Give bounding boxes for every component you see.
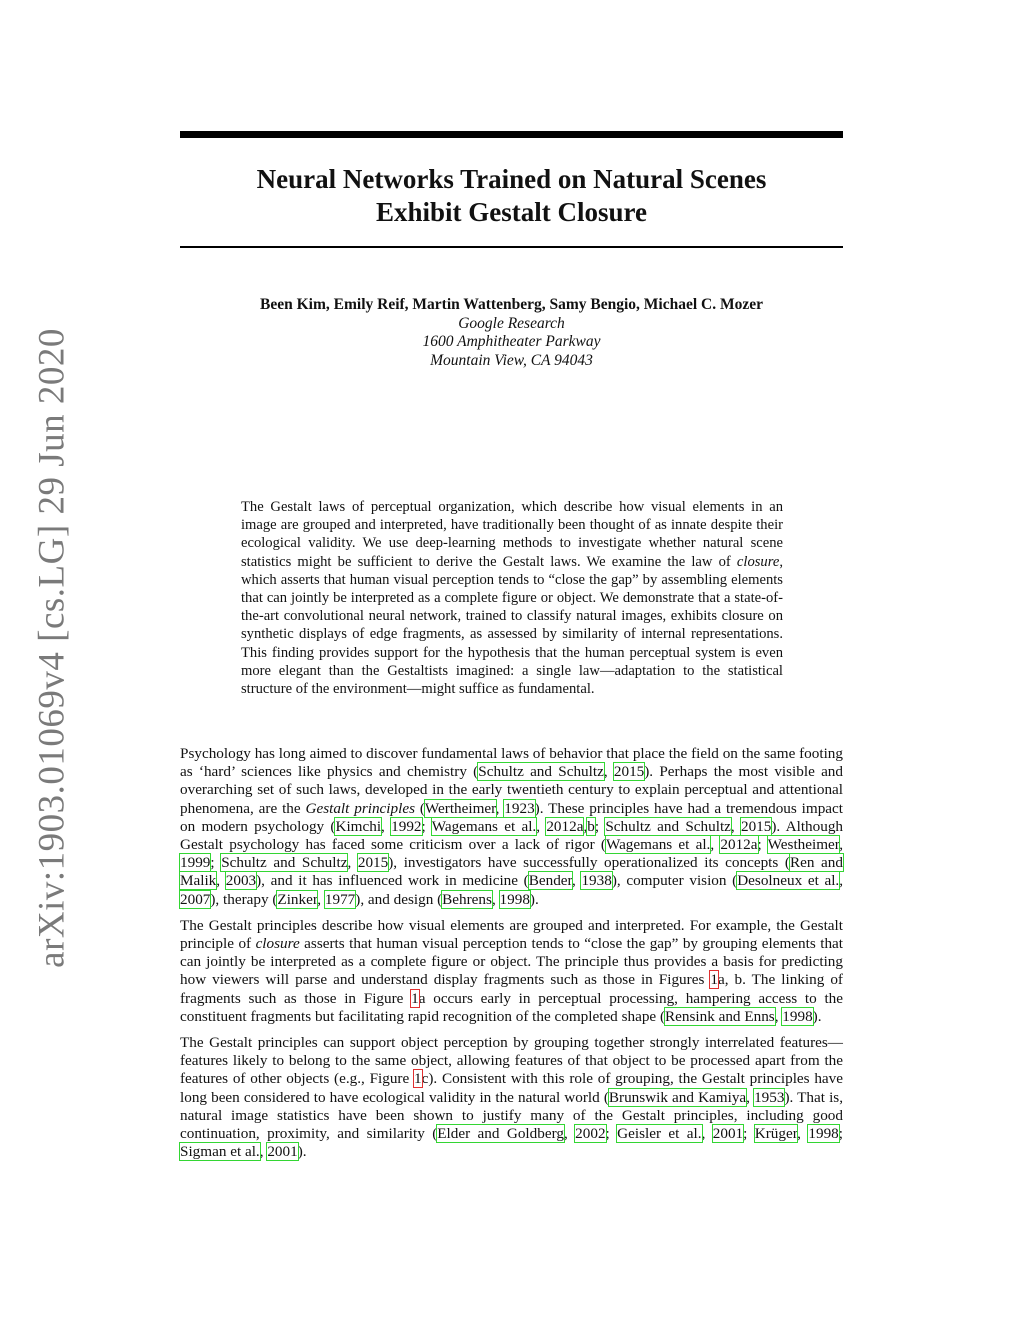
- text: ,: [797, 1125, 809, 1143]
- abstract-text-1: The Gestalt laws of perceptual organization, which describe how visual elements in an image are grouped and interpreted, have traditionally been thought of as innate despite their ecological validity. We use deep-learning methods to investigate whether natural scene statistics might be sufficient to derive the Gestalt laws. We examine the law of: [241, 499, 783, 570]
- title-top-rule: [180, 131, 843, 138]
- citation-link[interactable]: 1953: [754, 1088, 785, 1106]
- text: ), and it has influenced work in medicine (: [256, 872, 529, 890]
- citation-link[interactable]: 1977: [324, 890, 356, 908]
- text: ,: [259, 1143, 268, 1161]
- author-names: Been Kim, Emily Reif, Martin Wattenberg, Samy Bengio, Michael C. Mozer: [260, 296, 763, 313]
- text: ,: [774, 1007, 783, 1025]
- citation-link[interactable]: Schultz and Schultz: [221, 854, 348, 872]
- text: ), computer vision (: [611, 872, 738, 890]
- text: ), investigators have successfully operationalized its concepts (: [388, 854, 790, 872]
- text: ,: [571, 872, 582, 890]
- author-address-line-1: 1600 Amphitheater Parkway: [422, 333, 601, 350]
- text: The Gestalt principles describe how visual elements are grouped and interpreted. For example, the Gestalt principle of: [180, 916, 843, 953]
- text: a, b. The linking of fragments such as those in Figure: [180, 971, 843, 1007]
- intro-paragraph-3: [180, 1034, 843, 1161]
- citation-link[interactable]: Geisler et al.: [617, 1125, 702, 1143]
- citation-link[interactable]: Bender: [528, 872, 572, 890]
- figure-reference-link[interactable]: 1: [411, 989, 419, 1007]
- citation-link[interactable]: Wertheimer: [424, 799, 496, 817]
- author-affiliation: Google Research: [458, 314, 565, 332]
- introduction-body: [180, 745, 843, 1169]
- citation-link[interactable]: Wagemans et al.: [431, 817, 537, 835]
- author-block: [180, 296, 843, 370]
- citation-link[interactable]: Desolneux et al.: [737, 872, 840, 890]
- text: ;: [421, 817, 432, 835]
- text: ,: [839, 872, 844, 890]
- text: ,: [536, 817, 547, 835]
- citation-link[interactable]: 1923: [504, 799, 535, 817]
- citation-link[interactable]: 2001: [712, 1125, 744, 1143]
- citation-link[interactable]: 2002: [575, 1125, 606, 1143]
- title-bottom-rule: [180, 246, 843, 248]
- intro-paragraph-1: [180, 745, 843, 909]
- citation-link[interactable]: 1992: [391, 817, 422, 835]
- citation-link[interactable]: 2003: [225, 872, 257, 890]
- citation-link[interactable]: Krüger: [754, 1125, 798, 1143]
- citation-link[interactable]: Kimchi: [335, 817, 382, 835]
- text: ;: [743, 1125, 755, 1143]
- citation-link[interactable]: Wagemans et al.: [605, 836, 711, 854]
- citation-link[interactable]: 2015: [740, 817, 772, 835]
- citation-link[interactable]: Westheimer: [767, 836, 840, 854]
- emphasis-closure: closure: [255, 935, 300, 953]
- citation-link[interactable]: 1998: [499, 890, 530, 908]
- citation-link[interactable]: 1938: [581, 872, 612, 890]
- text: asserts that human visual perception tends to “close the gap” by grouping elements that can jointly be interpreted as a complete figure or object. The principle thus provides a basis for predicting how viewers will parse and understand display fragments such as those in Figures: [180, 935, 843, 989]
- citation-link[interactable]: Ren and Malik: [180, 854, 843, 890]
- text: ). Although Gestalt psychology has faced some criticism over a lack of rigor (: [180, 817, 844, 854]
- text: (: [414, 799, 425, 817]
- text: ,: [216, 872, 226, 890]
- text: ;: [594, 817, 606, 835]
- text: ,: [710, 836, 721, 854]
- text: Psychology has long aimed to discover fundamental laws of behavior that place the field on the same footing as ‘hard’ sciences like physics and chemistry (: [180, 745, 843, 781]
- text: ,: [701, 1125, 713, 1143]
- citation-link[interactable]: 2007: [180, 890, 211, 908]
- text: ), and design (: [355, 890, 443, 908]
- intro-paragraph-2: [180, 917, 843, 1026]
- text: ,: [563, 1125, 576, 1143]
- text: ). These principles have had a tremendous impact on modern psychology (: [180, 799, 843, 835]
- citation-link[interactable]: Schultz and Schultz: [478, 763, 604, 781]
- text: ,: [746, 1088, 755, 1106]
- citation-link[interactable]: 1998: [782, 1007, 813, 1025]
- text: ,: [583, 817, 588, 835]
- text: ,: [730, 817, 741, 835]
- citation-link[interactable]: Sigman et al.: [180, 1143, 260, 1161]
- text: ;: [605, 1125, 618, 1143]
- citation-link[interactable]: 2015: [613, 763, 645, 781]
- text: ,: [317, 890, 325, 908]
- text: ).: [529, 890, 539, 908]
- title-line-2: Exhibit Gestalt Closure: [375, 197, 647, 227]
- abstract: [241, 498, 783, 698]
- text: ;: [757, 836, 768, 854]
- text: ,: [347, 854, 358, 872]
- citation-link[interactable]: Behrens: [442, 890, 492, 908]
- emphasis-gestalt-principles: Gestalt principles: [305, 799, 415, 817]
- citation-link[interactable]: Rensink and Enns: [665, 1007, 775, 1025]
- text: ,: [491, 890, 500, 908]
- citation-link[interactable]: Zinker: [277, 890, 318, 908]
- text: ), therapy (: [210, 890, 278, 908]
- abstract-text-2: , which asserts that human visual perception tends to “close the gap” by assembling elements that can jointly be interpreted as a complete figure or object. We demonstrate that a state-of-the-art convolutional neural network, trained to classify natural images, exhibits closure on synthetic displays of edge fragments, as assessed by similarity of internal representations. This finding provides support for the hypothesis that the human perceptual system is even more elegant than the Gestaltists imagined: a single law—adaptation to the statistical structure of the environment—might suffice as fundamental.: [241, 553, 783, 698]
- abstract-emphasis-closure: closure: [736, 553, 780, 570]
- title-line-1: Neural Networks Trained on Natural Scenes: [256, 164, 767, 194]
- citation-link[interactable]: 2001: [267, 1143, 298, 1161]
- text: ;: [210, 854, 222, 872]
- text: ,: [495, 799, 505, 817]
- citation-link[interactable]: 2015: [357, 854, 389, 872]
- text: ). Perhaps the most visible and overarching set of such laws, developed in the early twentieth century to explain perceptual and attentional phenomena, are the: [180, 763, 843, 817]
- paper-title: [180, 163, 843, 229]
- text: a occurs early in perceptual processing, hampering access to the constituent fragments but facilitating rapid recognition of the completed shape (: [180, 989, 843, 1025]
- text: ,: [839, 836, 844, 854]
- citation-link[interactable]: Brunswik and Kamiya: [608, 1088, 747, 1106]
- text: ).: [297, 1143, 307, 1161]
- citation-link[interactable]: 1998: [808, 1125, 839, 1143]
- citation-link[interactable]: Schultz and Schultz: [605, 817, 731, 835]
- text: ). That is, natural image statistics have been shown to justify many of the Gestalt principles, including good continuation, proximity, and similarity (: [180, 1088, 843, 1143]
- figure-reference-link[interactable]: 1: [710, 971, 718, 989]
- text: ,: [603, 763, 614, 781]
- citation-link[interactable]: Elder and Goldberg: [437, 1125, 564, 1143]
- citation-link[interactable]: 1999: [180, 854, 211, 872]
- citation-link[interactable]: 2012a: [546, 817, 584, 835]
- author-address-line-2: Mountain View, CA 94043: [430, 351, 593, 369]
- text: The Gestalt principles can support object perception by grouping together strongly interrelated features—features likely to belong to the same object, allowing features of that object to be processed apart from the features of other objects (e.g., Figure: [180, 1034, 843, 1088]
- text: c). Consistent with this role of grouping, the Gestalt principles have long been considered to have ecological validity in the natural world (: [180, 1070, 844, 1106]
- citation-link[interactable]: 2012a: [720, 836, 758, 854]
- citation-link[interactable]: b: [587, 817, 595, 835]
- text: ;: [838, 1125, 843, 1143]
- text: ).: [812, 1007, 822, 1025]
- text: ,: [381, 817, 392, 835]
- arxiv-identifier-stamp[interactable]: arXiv:1903.01069v4 [cs.LG] 29 Jun 2020: [31, 328, 73, 968]
- figure-reference-link[interactable]: 1: [414, 1070, 422, 1088]
